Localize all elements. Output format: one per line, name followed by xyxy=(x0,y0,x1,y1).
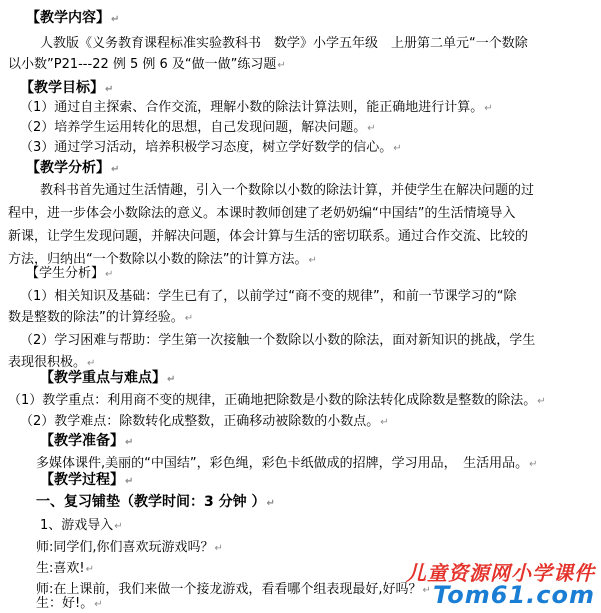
paragraph-mark-icon: ↵ xyxy=(87,358,96,369)
line-text: 师:在上课前，我们来做一个接龙游戏，看看哪个组表现最好,好吗？ xyxy=(36,582,422,597)
text-line xyxy=(8,310,193,327)
line-text: （2）培养学生运用转化的思想，自己发现问题，解决问题。 xyxy=(20,120,367,135)
text-line xyxy=(40,183,535,200)
paragraph-mark-icon: ↵ xyxy=(266,498,275,509)
paragraph-mark-icon: ↵ xyxy=(380,417,389,428)
line-text: 一、复习铺垫（教学时间：3 分钟 ） xyxy=(36,494,266,510)
text-line xyxy=(20,120,376,137)
text-line xyxy=(36,561,94,578)
paragraph-mark-icon: ↵ xyxy=(125,437,134,448)
line-text: 1、游戏导入 xyxy=(40,518,114,533)
paragraph-mark-icon: ↵ xyxy=(529,459,538,470)
paragraph-mark-icon: ↵ xyxy=(184,313,194,324)
paragraph-mark-icon: ↵ xyxy=(167,374,176,385)
line-text: 【教学过程】 xyxy=(40,472,124,488)
text-line xyxy=(20,414,389,431)
paragraph-mark-icon: ↵ xyxy=(277,60,286,71)
paragraph-mark-icon: ↵ xyxy=(484,103,493,114)
line-text: 【教学内容】 xyxy=(26,10,110,26)
line-text: 表现很积极。 xyxy=(8,355,87,370)
paragraph-mark-icon: ↵ xyxy=(393,143,402,154)
watermark-logo xyxy=(375,557,595,609)
line-text: 生：好!。 xyxy=(36,596,94,611)
line-text: 【教学准备】 xyxy=(40,433,124,449)
paragraph-mark-icon: ↵ xyxy=(125,476,134,487)
section-heading xyxy=(26,10,119,28)
line-text: （3）通过学习活动，培养积极学习态度，树立学好数学的信心。 xyxy=(20,140,393,155)
line-text: （2）学习困难与帮助：学生第一次接触一个数除以小数的除法，面对新知识的挑战，学生 xyxy=(20,333,536,348)
paragraph-mark-icon: ↵ xyxy=(111,14,120,25)
paragraph-mark-icon: ↵ xyxy=(422,585,431,596)
text-line xyxy=(40,518,123,535)
text-line xyxy=(8,393,546,410)
line-text: 生:喜欢! xyxy=(36,561,85,576)
paragraph-mark-icon: ↵ xyxy=(105,269,114,280)
section-heading xyxy=(20,80,113,98)
line-text: 【教学目标】 xyxy=(20,80,104,96)
text-line xyxy=(36,456,538,473)
text-line xyxy=(20,289,517,306)
text-line xyxy=(8,57,286,74)
line-text: 【教学分析】 xyxy=(26,160,110,176)
line-text: 程中，进一步体会小数除法的意义。本课时教师创建了老奶奶编“中国结”的生活情境导入 xyxy=(8,206,516,221)
text-line xyxy=(20,140,402,157)
section-heading xyxy=(40,472,133,490)
text-line xyxy=(20,100,493,117)
paragraph-mark-icon: ↵ xyxy=(367,123,376,134)
section-heading xyxy=(40,433,133,451)
line-text: 人教版《义务教育课程标准实验教科书 数学》小学五年级 上册第二单元“一个数除 xyxy=(40,36,528,51)
line-text: 数是整数的除法”的计算经验。 xyxy=(8,310,184,325)
text-line xyxy=(20,333,536,350)
paragraph-mark-icon: ↵ xyxy=(94,599,103,610)
line-text: 以小数”P21---22 例 5 例 6 及“做一做”练习题 xyxy=(8,57,277,72)
line-text: （1）教学重点：利用商不变的规律，正确地把除数是小数的除法转化成除数是整数的除法。 xyxy=(8,393,537,408)
line-text: 【教学重点与难点】 xyxy=(40,370,166,386)
line-text: （2）教学难点：除数转化成整数，正确移动被除数的小数点。 xyxy=(20,414,380,429)
text-line xyxy=(8,206,516,223)
line-text: 【学生分析】 xyxy=(26,266,105,281)
paragraph-mark-icon: ↵ xyxy=(111,164,120,175)
line-text: （1）通过自主探索、合作交流，理解小数的除法计算法则，能正确地进行计算。 xyxy=(20,100,484,115)
text-line xyxy=(36,596,103,613)
text-line xyxy=(36,540,223,557)
section-heading xyxy=(26,160,119,178)
paragraph-mark-icon: ↵ xyxy=(85,564,94,575)
watermark-top-text: 儿童资源网小学课件 xyxy=(406,561,595,585)
watermark-bottom-text: Tom61.com xyxy=(432,581,595,609)
text-line xyxy=(40,36,529,53)
line-text: 方法，归纳出“一个数除以小数的除法”的计算方法。 xyxy=(8,252,308,267)
paragraph-mark-icon: ↵ xyxy=(537,396,546,407)
text-line xyxy=(8,229,529,246)
line-text: 新课，让学生发现问题，并解决问题，体会计算与生活的密切联系。通过合作交流、比较的 xyxy=(8,229,529,244)
text-line xyxy=(26,266,113,283)
paragraph-mark-icon: ↵ xyxy=(105,84,114,95)
line-text: 师:同学们,你们喜欢玩游戏吗？ xyxy=(36,540,214,555)
line-text: 多媒体课件,美丽的“中国结”，彩色绳，彩色卡纸做成的招牌，学习用品， 生活用品。 xyxy=(36,456,529,471)
section-heading xyxy=(40,370,175,388)
paragraph-mark-icon: ↵ xyxy=(308,255,317,266)
section-heading xyxy=(36,494,275,512)
paragraph-mark-icon: ↵ xyxy=(214,543,223,554)
line-text: 教科书首先通过生活情趣，引入一个数除以小数的除法计算，并使学生在解决问题的过 xyxy=(40,183,535,198)
paragraph-mark-icon: ↵ xyxy=(114,521,123,532)
line-text: （1）相关知识及基础：学生已有了，以前学过“商不变的规律”，和前一节课学习的“除 xyxy=(20,289,517,304)
